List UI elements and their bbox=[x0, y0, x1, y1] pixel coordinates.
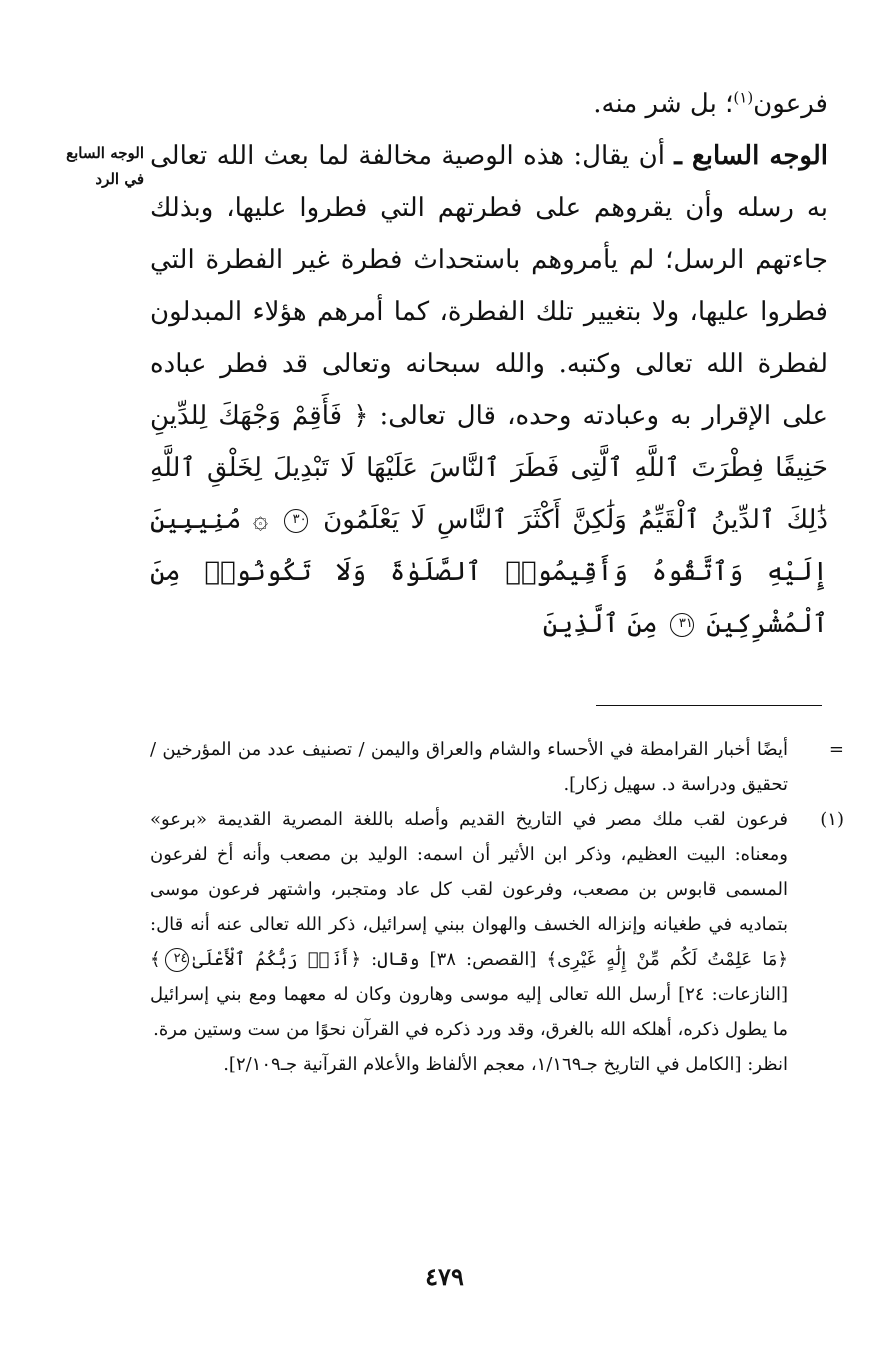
footnote-1-body bbox=[150, 802, 788, 1047]
continuation-text: أيضًا أخبار القرامطة في الأحساء والشام والعراق واليمن / تصنيف عدد من المؤرخين / تحقيق ودراسة د. سهيل زكار]. bbox=[150, 739, 788, 795]
quran-verse bbox=[150, 401, 828, 639]
quran-verse-part-2: ۞ مُنِيبِينَ إِلَيْهِ وَٱتَّقُوهُ وَأَقِيمُوا۟ ٱلصَّلَوٰةَ وَلَا تَكُونُوا۟ مِنَ ٱلْمُشْرِكِينَ bbox=[150, 505, 828, 639]
quran-verse-part-1: فَأَقِمْ وَجْهَكَ لِلدِّينِ حَنِيفًا فِطْرَتَ ٱللَّهِ ٱلَّتِى فَطَرَ ٱلنَّاسَ عَلَيْهَا لَا تَبْدِيلَ لِخَلْقِ ٱللَّهِ ذَٰلِكَ ٱلدِّينُ ٱلْقَيِّمُ وَلَٰكِنَّ أَكْثَرَ ٱلنَّاسِ لَا يَعْلَمُونَ bbox=[150, 401, 829, 535]
margin-note-line-2: في الرد bbox=[95, 170, 144, 188]
footnote-1-text-a: فرعون لقب ملك مصر في التاريخ القديم وأصله باللغة المصرية القديمة «برعو» ومعناه: البيت العظيم، وذكر ابن الأثير أن اسمه: الوليد بن مصعب وأنه أخ لفرعون المسمى قابوس بن مصعب، وفرعون لقب كل عاد ومتجبر، واشتهر فرعون موسى بتماديه في طغيانه وإنزاله الخسف والهوان ببني إسرائيل، ذكر الله تعالى عنه أنه قال: bbox=[150, 809, 788, 935]
seventh-aspect-paragraph bbox=[150, 130, 828, 650]
ayah-number-30: ٣٠ bbox=[284, 509, 308, 533]
footnote-continuation bbox=[150, 732, 844, 802]
footnote-1-quran-1: ﴿مَا عَلِمْتُ لَكُم مِّنْ إِلَٰهٍ غَيْرِى﴾ bbox=[546, 949, 788, 970]
pharaoh-word: فرعون bbox=[753, 89, 828, 119]
footnote-1-sources: انظر: [الكامل في التاريخ جـ١/١٦٩، معجم الألفاظ والأعلام القرآنية جـ٢/١٠٩]. bbox=[223, 1054, 788, 1075]
footnote-1-text-b: وقال: bbox=[371, 949, 420, 970]
footnote-1-ref-1: [القصص: ٣٨] bbox=[429, 949, 537, 970]
ayah-number-31: ٣١ bbox=[670, 613, 694, 637]
margin-note bbox=[46, 140, 144, 192]
page-number: ٤٧٩ bbox=[425, 1262, 464, 1291]
footnote-1-quran-2-close: ﴾ bbox=[150, 949, 161, 970]
footnote-1-mark: (١) bbox=[820, 809, 844, 830]
ayah-number-24: ٢٤ bbox=[165, 948, 189, 972]
opening-line-rest: ؛ بل شر منه. bbox=[593, 89, 734, 119]
footnote-1-text-c: أرسل الله تعالى إليه موسى وهارون وكان له معهما ومع بني إسرائيل ما يطول ذكره، أهلكه الله بالغرق، وقد ورد ذكره في القرآن نحوًا من ست وستين مرة. bbox=[150, 984, 788, 1040]
margin-note-line-1: الوجه السابع bbox=[66, 144, 144, 162]
main-text bbox=[150, 78, 828, 650]
footnote-ref-1[interactable]: (١) bbox=[733, 88, 754, 107]
quran-verse-part-3: مِنَ ٱلَّذِينَ bbox=[542, 609, 658, 639]
footnote-1-ref-2: [النازعات: ٢٤] bbox=[678, 984, 788, 1005]
opening-line bbox=[150, 78, 828, 130]
continuation-mark: = bbox=[828, 739, 844, 760]
footnotes bbox=[150, 732, 844, 1082]
paragraph-body: أن يقال: هذه الوصية مخالفة لما بعث الله تعالى به رسله وأن يقروهم على فطرتهم التي فطروا عليها، وبذلك جاءتهم الرسل؛ لم يأمروهم باستحداث فطرة غير الفطرة التي فطروا عليها، ولا بتغيير تلك الفطرة، كما أمرهم هؤلاء المبدلون لفطرة الله تعالى وكتبه. والله سبحانه وتعالى قد فطر عباده على الإقرار به وعبادته وحده، قال تعالى: bbox=[150, 141, 829, 431]
section-heading: الوجه السابع ـ bbox=[674, 141, 828, 171]
footnote-1 bbox=[150, 802, 844, 1082]
footnote-separator bbox=[596, 705, 822, 706]
footnote-1-quran-2: ﴿أَنَا۠ رَبُّكُمُ ٱلْأَعْلَىٰ bbox=[192, 949, 361, 970]
quran-open-bracket: ﴿ bbox=[353, 401, 369, 431]
